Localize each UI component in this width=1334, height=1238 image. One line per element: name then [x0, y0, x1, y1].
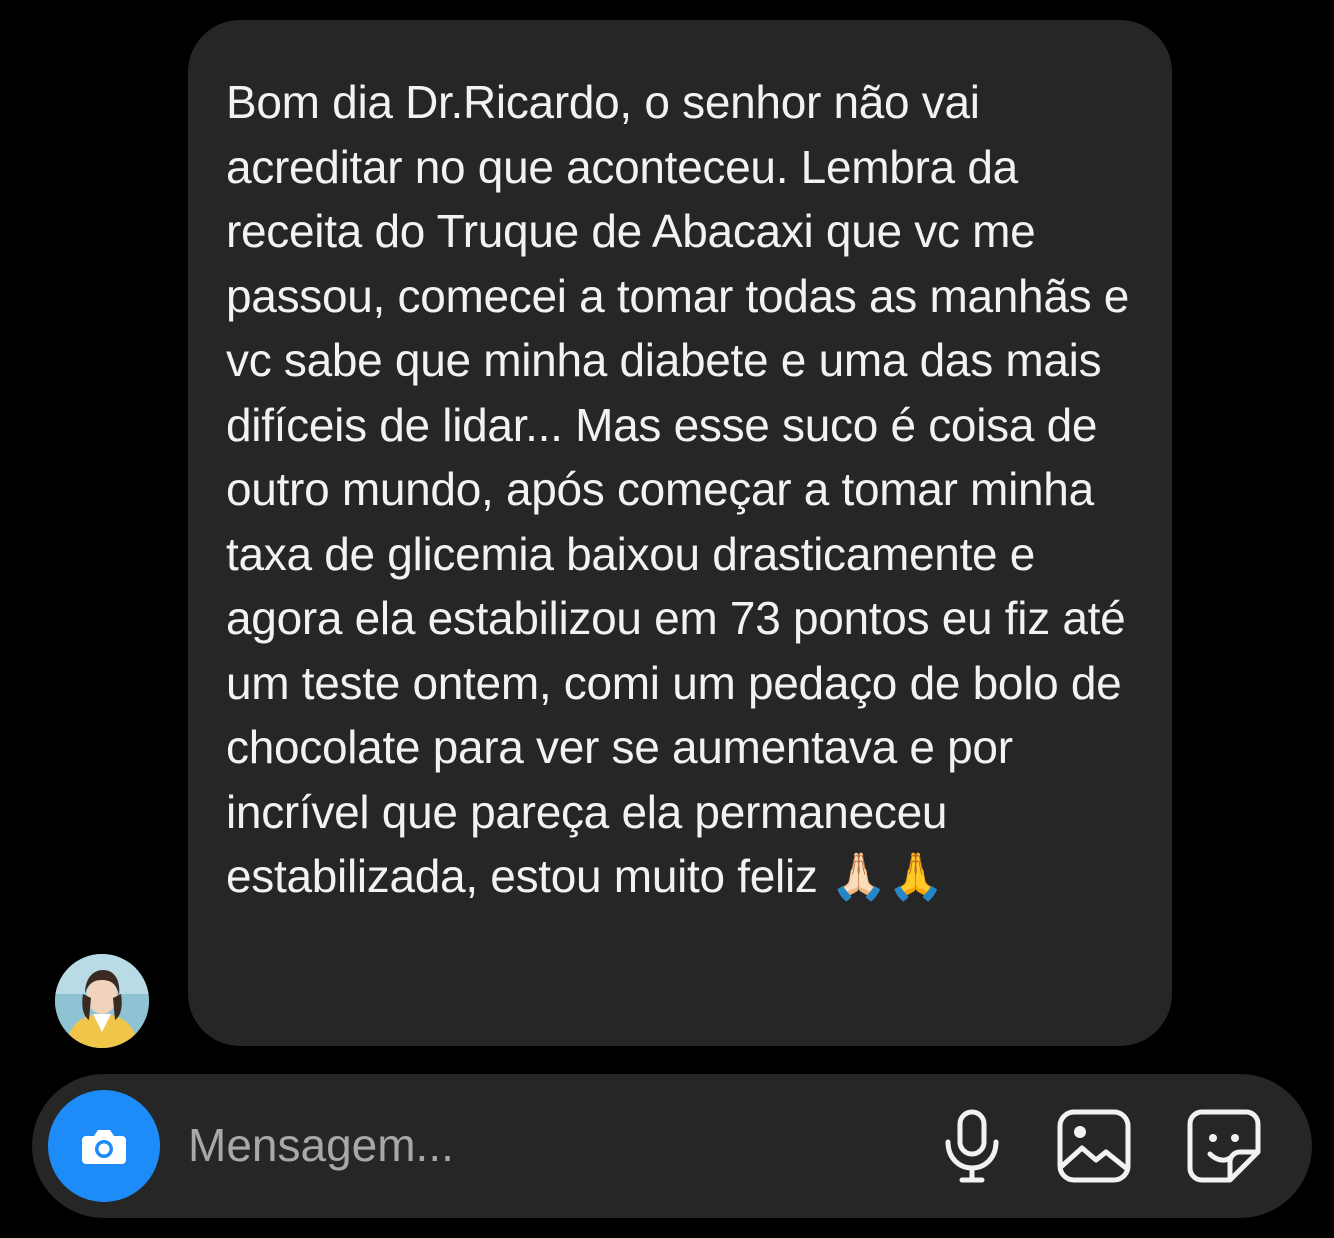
sticker-icon	[1186, 1108, 1262, 1184]
sticker-button[interactable]	[1182, 1104, 1266, 1188]
message-text	[226, 70, 1152, 909]
message-composer	[32, 1074, 1312, 1218]
incoming-message-bubble[interactable]	[188, 20, 1172, 1046]
avatar[interactable]	[55, 954, 149, 1048]
camera-button[interactable]	[48, 1090, 160, 1202]
message-input[interactable]	[188, 1112, 908, 1178]
avatar-photo	[55, 954, 149, 1048]
message-body: Bom dia Dr.Ricardo, o senhor não vai acreditar no que aconteceu. Lembra da receita do Truque de Abacaxi que vc me passou, comecei a tomar todas as manhãs e vc sabe que minha diabete e uma das mais difíceis de lidar... Mas esse suco é coisa de outro mundo, após começar a tomar minha taxa de glicemia baixou drasticamente e agora ela estabilizou em 73 pontos eu fiz até um teste ontem, comi um pedaço de bolo de chocolate para ver se aumentava e por incrível que pareça ela permaneceu estabilizada, estou muito feliz	[226, 76, 1142, 902]
praying-hands-emoji: 🙏🏻🙏	[830, 849, 945, 903]
gallery-button[interactable]	[1052, 1104, 1136, 1188]
voice-message-button[interactable]	[930, 1104, 1014, 1188]
camera-icon	[74, 1116, 134, 1176]
microphone-icon	[940, 1108, 1004, 1184]
image-icon	[1056, 1108, 1132, 1184]
